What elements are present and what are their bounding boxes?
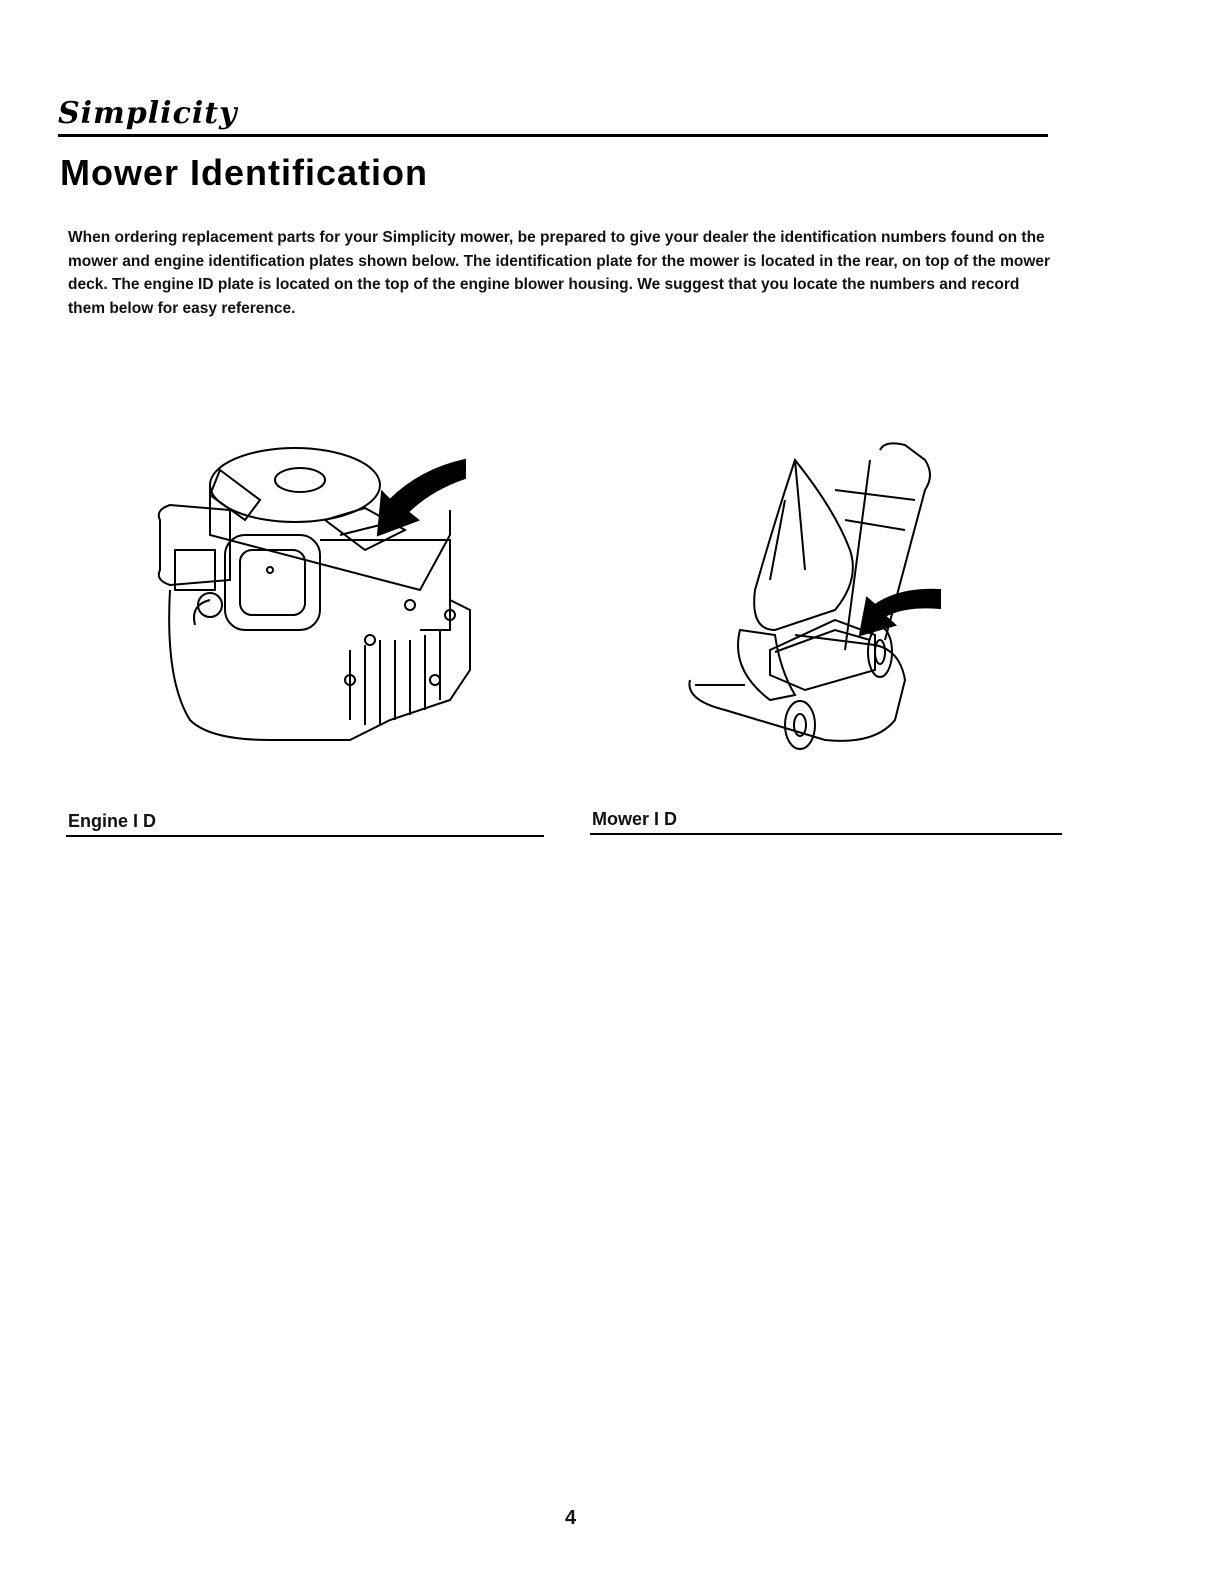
mower-id-field[interactable]: [590, 833, 1062, 835]
intro-paragraph: When ordering replacement parts for your Simplicity mower, be prepared to give your dealer the identification numbers found on the mower and engine identification plates shown below. The identification plate for the mower is located in the rear, on top of the mower deck. The engine ID plate is located on the top of the engine blower housing. We suggest that you locate the numbers and record them below for easy reference.: [68, 229, 1051, 317]
engine-id-label: Engine I D: [68, 811, 157, 831]
brand-logo: Simplicity: [58, 96, 238, 131]
page-number: 4: [565, 1507, 577, 1529]
engine-id-field[interactable]: [66, 835, 544, 837]
engine-illustration: [150, 440, 490, 760]
mower-illustration: [685, 440, 955, 760]
mower-id-label: Mower I D: [592, 809, 678, 829]
header-divider: [58, 134, 1048, 137]
page-title: Mower Identification: [60, 152, 429, 193]
